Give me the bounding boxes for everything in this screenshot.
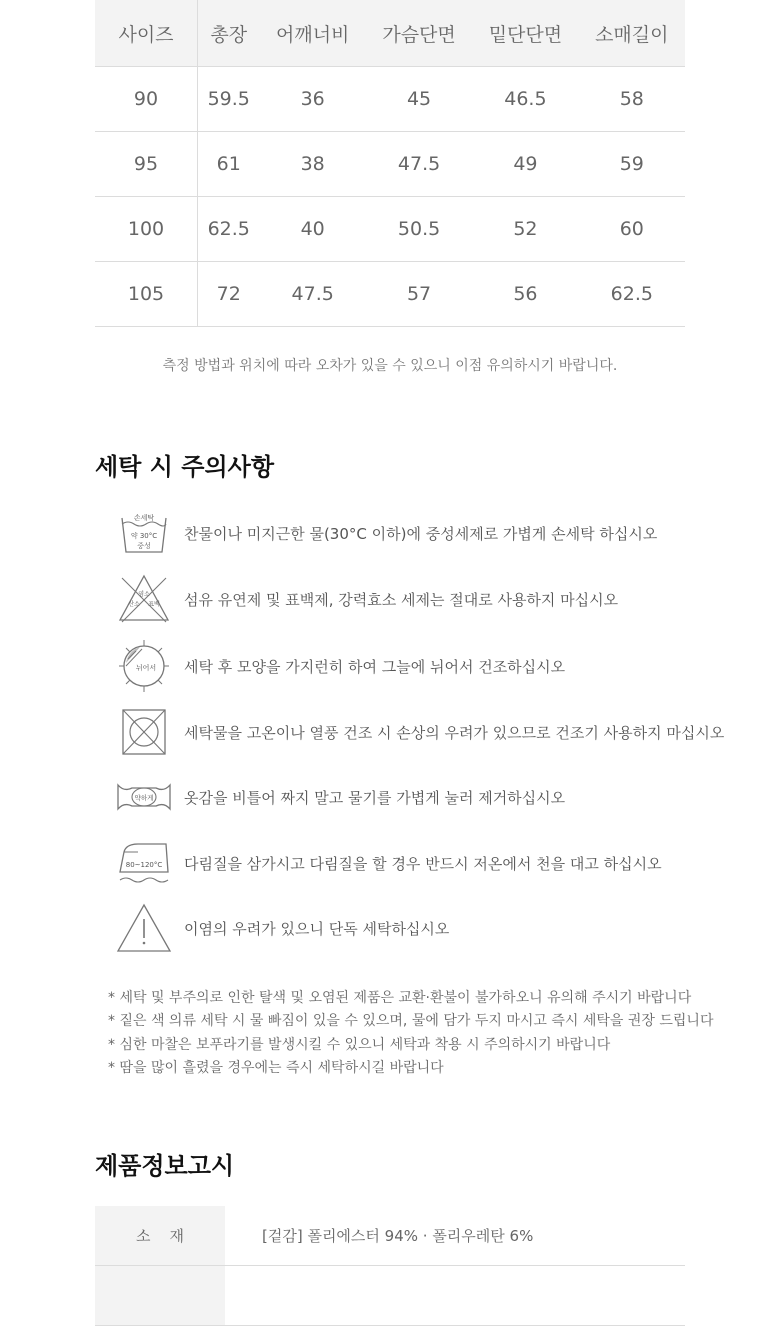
hand-wash-label: 손세탁 — [133, 514, 155, 522]
table-cell: 62.5 — [579, 262, 685, 327]
table-cell: 52 — [472, 197, 578, 262]
shade-dry-label: 뉘어서 — [135, 664, 157, 672]
product-info-table — [95, 1206, 685, 1326]
shoulder-col-header: 어깨너비 — [260, 0, 366, 67]
care-text: 이염의 우려가 있으니 단독 세탁하십시오 — [184, 920, 450, 938]
table-row — [95, 262, 685, 327]
iron-icon — [116, 836, 172, 890]
no-tumble-dry-icon — [116, 705, 172, 759]
care-item-no-tumble-dry — [116, 705, 736, 759]
product-info-title: 제품정보고시 — [95, 1152, 235, 1180]
chest-col-header: 가슴단면 — [366, 0, 472, 67]
table-row — [95, 1206, 685, 1266]
table-cell: 56 — [472, 262, 578, 327]
gentle-wring-icon — [116, 770, 172, 824]
size-table-header — [95, 0, 685, 67]
hand-wash-icon — [116, 506, 172, 560]
table-cell: 59 — [579, 132, 685, 197]
table-cell: 100 — [95, 197, 198, 262]
list-item: * 세탁 및 부주의로 인한 탈색 및 오염된 제품은 교환·환불이 불가하오니 유의해 주시기 바랍니다 — [108, 987, 713, 1010]
table-cell: 49 — [472, 132, 578, 197]
sleeve-col-header: 소매길이 — [579, 0, 685, 67]
care-item-gentle-wring — [116, 770, 736, 824]
next-row-label — [95, 1266, 225, 1326]
table-row — [95, 67, 685, 132]
no-bleach-icon — [116, 572, 172, 626]
care-text: 찬물이나 미지근한 물(30°C 이하)에 중성세제로 가볍게 손세탁 하십시오 — [184, 525, 658, 543]
hand-wash-temp-label: 약 30°C — [130, 532, 158, 540]
table-cell: 61 — [198, 132, 260, 197]
table-cell: 50.5 — [366, 197, 472, 262]
gentle-wring-label: 약하게 — [134, 794, 154, 802]
list-item: * 심한 마찰은 보푸라기를 발생시킬 수 있으니 세탁과 착용 시 주의하시기 바랍니다 — [108, 1034, 713, 1057]
length-col-header: 총장 — [198, 0, 260, 67]
table-cell: 59.5 — [198, 67, 260, 132]
care-item-hand-wash — [116, 506, 736, 560]
table-row — [95, 197, 685, 262]
table-cell: 47.5 — [366, 132, 472, 197]
table-cell: 45 — [366, 67, 472, 132]
bleach-label: 표백 — [148, 601, 160, 608]
table-cell: 60 — [579, 197, 685, 262]
material-value: [겉감] 폴리에스터 94% · 폴리우레탄 6% — [225, 1206, 685, 1266]
table-cell: 58 — [579, 67, 685, 132]
iron-temp-label: 80~120°C — [125, 861, 163, 869]
table-cell: 62.5 — [198, 197, 260, 262]
table-row — [95, 1266, 685, 1326]
bleach-oxygen-label: 산소 — [128, 601, 140, 608]
size-table — [95, 0, 685, 327]
care-item-warning — [116, 901, 736, 955]
care-text: 세탁 후 모양을 가지런히 하여 그늘에 뉘어서 건조하십시오 — [184, 658, 566, 676]
measurement-note: 측정 방법과 위치에 따라 오차가 있을 수 있으니 이점 유의하시기 바랍니다. — [162, 358, 618, 374]
hem-col-header: 밑단단면 — [472, 0, 578, 67]
table-cell: 36 — [260, 67, 366, 132]
table-cell: 90 — [95, 67, 198, 132]
material-label: 소 재 — [95, 1206, 225, 1266]
table-cell: 72 — [198, 262, 260, 327]
bleach-chlorine-label: 염소 — [138, 591, 150, 598]
table-cell: 95 — [95, 132, 198, 197]
warning-icon — [116, 901, 172, 955]
care-text: 옷감을 비틀어 짜지 말고 물기를 가볍게 눌러 제거하십시오 — [184, 789, 566, 807]
size-col-header: 사이즈 — [95, 0, 198, 67]
table-cell: 38 — [260, 132, 366, 197]
shade-dry-icon — [116, 639, 172, 693]
table-cell: 47.5 — [260, 262, 366, 327]
care-item-shade-dry — [116, 639, 736, 693]
care-title: 세탁 시 주의사항 — [95, 453, 274, 481]
care-item-iron — [116, 836, 736, 890]
table-cell: 57 — [366, 262, 472, 327]
hand-wash-neutral-label: 중성 — [137, 542, 151, 550]
list-item: * 짙은 색 의류 세탁 시 물 빠짐이 있을 수 있으며, 물에 담가 두지 마시고 즉시 세탁을 권장 드립니다 — [108, 1010, 713, 1033]
care-item-no-bleach — [116, 572, 736, 626]
table-cell: 40 — [260, 197, 366, 262]
care-text: 다림질을 삼가시고 다림질을 할 경우 반드시 저온에서 천을 대고 하십시오 — [184, 855, 662, 873]
care-notices — [108, 987, 713, 1081]
table-row — [95, 132, 685, 197]
care-text: 섬유 유연제 및 표백제, 강력효소 세제는 절대로 사용하지 마십시오 — [184, 591, 619, 609]
list-item: * 땀을 많이 흘렸을 경우에는 즉시 세탁하시길 바랍니다 — [108, 1057, 713, 1080]
table-cell: 46.5 — [472, 67, 578, 132]
next-row-value — [225, 1266, 685, 1326]
care-text: 세탁물을 고온이나 열풍 건조 시 손상의 우려가 있으므로 건조기 사용하지 마십시오 — [184, 724, 725, 742]
table-cell: 105 — [95, 262, 198, 327]
